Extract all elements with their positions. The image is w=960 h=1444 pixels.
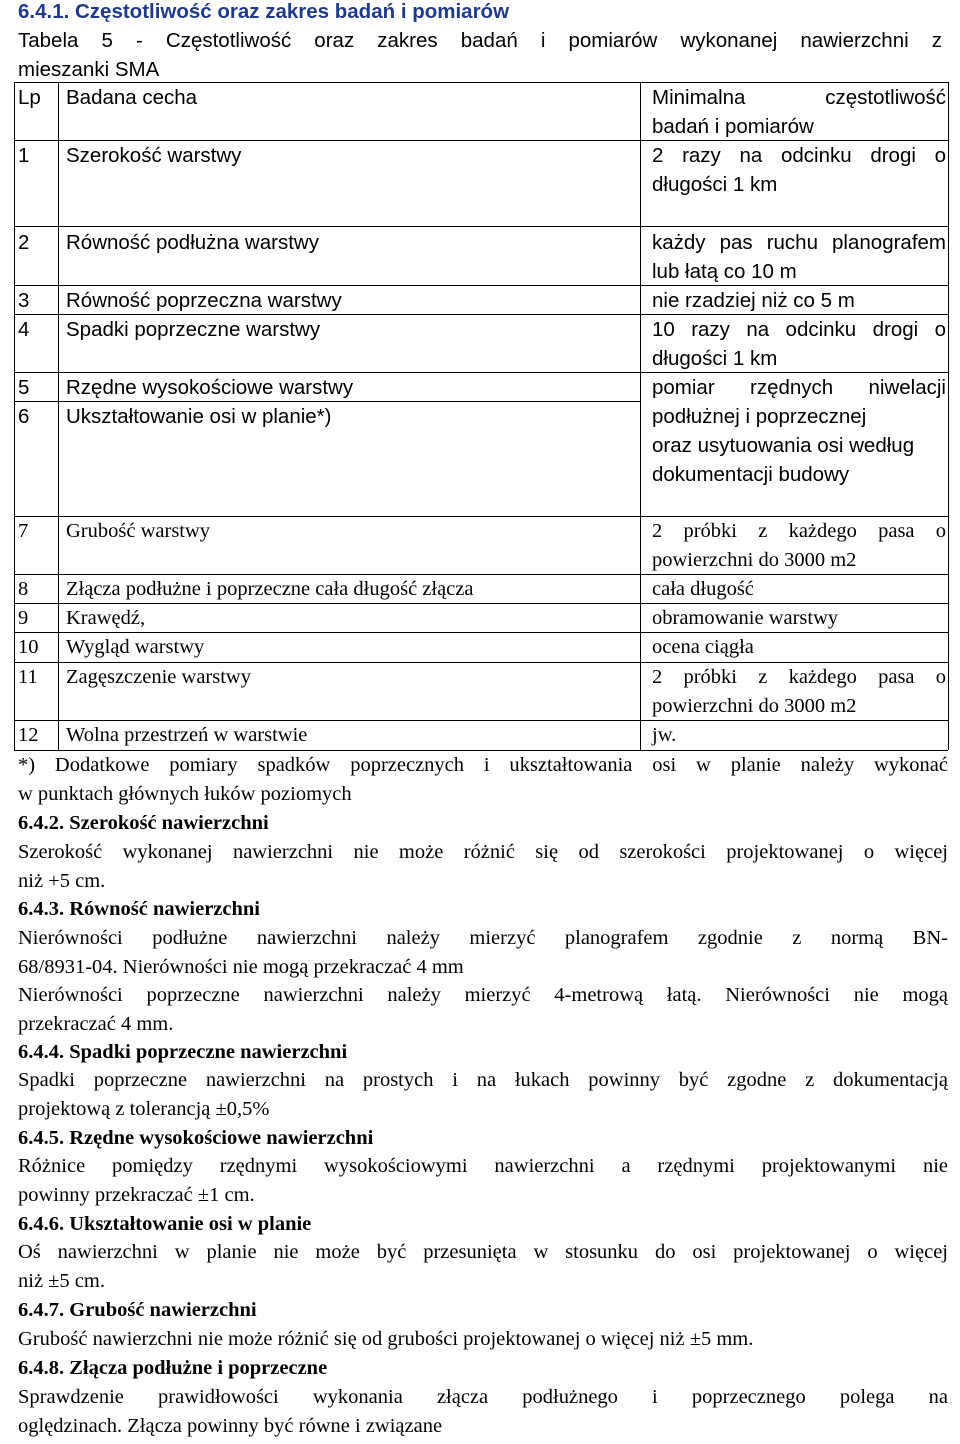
row-lp: 7 <box>18 520 29 542</box>
row-cecha: Ukształtowanie osi w planie*) <box>66 405 332 428</box>
paragraph-line: Różnice pomiędzy rzędnymi wysokościowymi nawierzchni a rzędnymi projektowanymi nie <box>18 1155 948 1177</box>
row-frequency: powierzchni do 3000 m2 <box>652 695 857 717</box>
row-cecha: Zagęszczenie warstwy <box>66 666 251 688</box>
row-frequency: lub łatą co 10 m <box>652 260 797 283</box>
section-heading-641: 6.4.1. Częstotliwość oraz zakres badań i pomiarów <box>18 0 510 23</box>
row-frequency: każdy pas ruchu planografem <box>652 231 946 254</box>
row-cecha: Wolna przestrzeń w warstwie <box>66 724 308 746</box>
row-frequency: długości 1 km <box>652 173 778 196</box>
row-frequency: cała długość <box>652 578 754 600</box>
paragraph-line: Szerokość wykonanej nawierzchni nie może różnić się od szerokości projektowanej o więcej <box>18 841 948 863</box>
section-heading-648: 6.4.8. Złącza podłużne i poprzeczne <box>18 1357 328 1379</box>
header-lp: Lp <box>18 86 41 109</box>
row-frequency: pomiar rzędnych niwelacji <box>652 376 946 399</box>
section-heading-644: 6.4.4. Spadki poprzeczne nawierzchni <box>18 1041 348 1063</box>
row-cecha: Krawędź, <box>66 607 146 629</box>
section-heading-642: 6.4.2. Szerokość nawierzchni <box>18 812 269 834</box>
row-lp: 1 <box>18 144 30 167</box>
paragraph-line: Nierówności poprzeczne nawierzchni należy mierzyć 4-metrową łatą. Nierówności nie mogą <box>18 984 948 1006</box>
row-lp: 12 <box>18 724 39 746</box>
row-frequency: obramowanie warstwy <box>652 607 839 629</box>
section-heading-643: 6.4.3. Równość nawierzchni <box>18 898 261 920</box>
paragraph-line: Spadki poprzeczne nawierzchni na prostych i na łukach powinny być zgodne z dokumentacją <box>18 1069 948 1091</box>
paragraph-line: Grubość nawierzchni nie może różnić się od grubości projektowanej o więcej niż ±5 mm. <box>18 1328 754 1350</box>
paragraph-line: 68/8931-04. Nierówności nie mogą przekraczać 4 mm <box>18 956 464 978</box>
paragraph-line: Nierówności podłużne nawierzchni należy mierzyć planografem zgodnie z normą BN- <box>18 927 948 949</box>
row-lp: 3 <box>18 289 30 312</box>
paragraph-line: Oś nawierzchni w planie nie może być przesunięta w stosunku do osi projektowanej o więcej <box>18 1241 948 1263</box>
row-frequency: 2 próbki z każdego pasa o <box>652 666 946 688</box>
row-lp: 4 <box>18 318 30 341</box>
section-heading-646: 6.4.6. Ukształtowanie osi w planie <box>18 1213 312 1235</box>
paragraph-line: projektową z tolerancją ±0,5% <box>18 1098 270 1120</box>
paragraph-line: niż +5 cm. <box>18 870 106 892</box>
row-frequency: 2 razy na odcinku drogi o <box>652 144 946 167</box>
row-frequency: dokumentacji budowy <box>652 463 850 486</box>
section-heading-645: 6.4.5. Rzędne wysokościowe nawierzchni <box>18 1127 374 1149</box>
footnote-line2: w punktach głównych łuków poziomych <box>18 783 352 805</box>
row-cecha: Równość podłużna warstwy <box>66 231 319 254</box>
footnote-line1: *) Dodatkowe pomiary spadków poprzecznych i ukształtowania osi w planie należy wykonać <box>18 754 948 776</box>
row-cecha: Spadki poprzeczne warstwy <box>66 318 321 341</box>
header-badana-cecha: Badana cecha <box>66 86 198 109</box>
row-frequency: podłużnej i poprzecznej <box>652 405 867 428</box>
paragraph-line: Sprawdzenie prawidłowości wykonania złącza podłużnego i poprzecznego polega na <box>18 1386 948 1408</box>
row-frequency: 10 razy na odcinku drogi o <box>652 318 946 341</box>
row-cecha: Szerokość warstwy <box>66 144 242 167</box>
row-frequency: 2 próbki z każdego pasa o <box>652 520 946 542</box>
row-frequency: jw. <box>652 724 677 746</box>
row-frequency: nie rzadziej niż co 5 m <box>652 289 855 312</box>
row-frequency: długości 1 km <box>652 347 778 370</box>
header-frequency-line1: Minimalna częstotliwość <box>652 86 946 109</box>
row-frequency: oraz usytuowania osi według <box>652 434 915 457</box>
row-lp: 2 <box>18 231 30 254</box>
row-lp: 10 <box>18 636 39 658</box>
paragraph-line: przekraczać 4 mm. <box>18 1013 174 1035</box>
row-lp: 9 <box>18 607 29 629</box>
row-lp: 6 <box>18 405 30 428</box>
table-caption-line1: Tabela 5 - Częstotliwość oraz zakres badań i pomiarów wykonanej nawierzchni z <box>18 29 942 52</box>
row-frequency: ocena ciągła <box>652 636 754 658</box>
paragraph-line: powinny przekraczać ±1 cm. <box>18 1184 255 1206</box>
row-cecha: Wygląd warstwy <box>66 636 205 658</box>
paragraph-line: oględzinach. Złącza powinny być równe i związane <box>18 1415 443 1437</box>
paragraph-line: niż ±5 cm. <box>18 1270 105 1292</box>
row-cecha: Złącza podłużne i poprzeczne cała długość złącza <box>66 578 474 600</box>
section-heading-647: 6.4.7. Grubość nawierzchni <box>18 1299 257 1321</box>
row-cecha: Równość poprzeczna warstwy <box>66 289 342 312</box>
table-caption-line2: mieszanki SMA <box>18 58 160 81</box>
row-cecha: Grubość warstwy <box>66 520 211 542</box>
row-lp: 5 <box>18 376 30 399</box>
row-lp: 11 <box>18 666 38 688</box>
header-frequency-line2: badań i pomiarów <box>652 115 814 138</box>
row-frequency: powierzchni do 3000 m2 <box>652 549 857 571</box>
row-lp: 8 <box>18 578 29 600</box>
row-cecha: Rzędne wysokościowe warstwy <box>66 376 354 399</box>
